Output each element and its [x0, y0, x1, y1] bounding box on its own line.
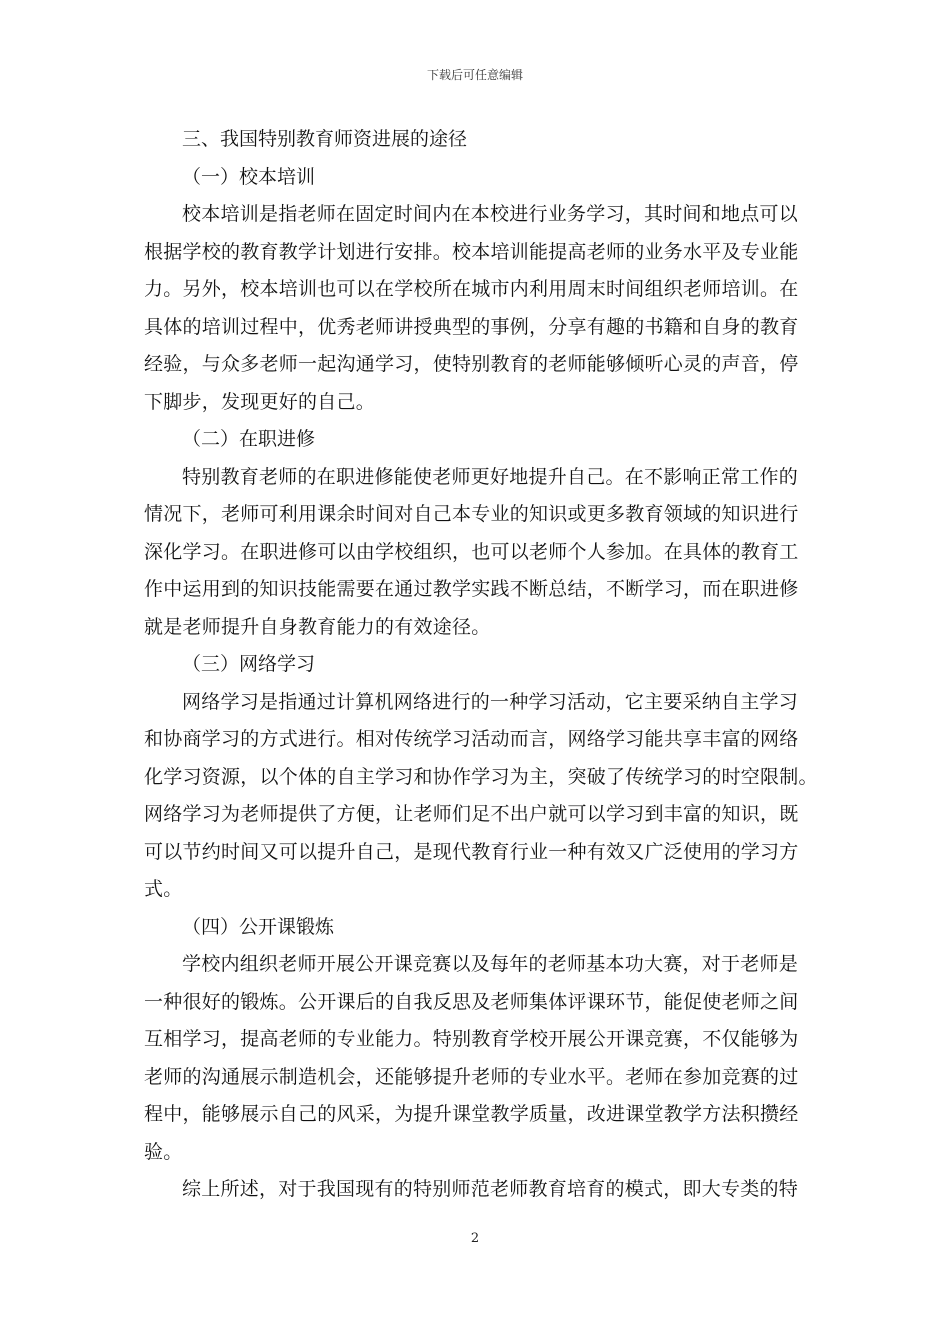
paragraph-line: 经验，与众多老师一起沟通学习，使特别教育的老师能够倾听心灵的声音，停 [144, 353, 799, 375]
section-heading: 三、我国特别教育师资进展的途径 [182, 128, 468, 150]
subsection-heading-1: （一）校本培训 [182, 165, 316, 188]
paragraph-line: 具体的培训过程中，优秀老师讲授典型的事例，分享有趣的书籍和自身的教育 [144, 315, 799, 338]
page-header: 下载后可任意编辑 [426, 68, 523, 82]
paragraph-line: 下脚步，发现更好的自己。 [144, 390, 376, 413]
paragraph-line: 深化学习。在职进修可以由学校组织，也可以老师个人参加。在具体的教育工 [144, 540, 799, 563]
page-number: 2 [470, 1231, 480, 1246]
paragraph-line: 老师的沟通展示制造机会，还能够提升老师的专业水平。老师在参加竞赛的过 [144, 1065, 799, 1088]
paragraph-line: 一种很好的锻炼。公开课后的自我反思及老师集体评课环节，能促使老师之间 [144, 990, 799, 1013]
paragraph-line: 校本培训是指老师在固定时间内在本校进行业务学习，其时间和地点可以 [182, 203, 799, 225]
subsection-heading-4: （四）公开课锻炼 [182, 915, 335, 938]
paragraph-line: 作中运用到的知识技能需要在通过教学实践不断总结，不断学习，而在职进修 [144, 578, 799, 600]
paragraph-line: 情况下，老师可利用课余时间对自己本专业的知识或更多教育领域的知识进行 [144, 503, 799, 525]
conclusion-paragraph [144, 1171, 808, 1209]
paragraph-line: 综上所述，对于我国现有的特别师范老师教育培育的模式，即大专类的特 [182, 1178, 799, 1200]
paragraph-line: 学校内组织老师开展公开课竞赛以及每年的老师基本功大赛，对于老师是 [182, 953, 799, 975]
paragraph-line: 互相学习，提高老师的专业能力。特别教育学校开展公开课竞赛，不仅能够为 [144, 1028, 799, 1050]
paragraph-line: 化学习资源，以个体的自主学习和协作学习为主，突破了传统学习的时空限制。 [144, 765, 818, 788]
paragraph-3 [144, 684, 818, 909]
paragraph-line: 力。另外，校本培训也可以在学校所在城市内利用周末时间组织老师培训。在 [144, 278, 799, 300]
paragraph-1 [144, 196, 808, 421]
paragraph-line: 和协商学习的方式进行。相对传统学习活动而言，网络学习能共享丰富的网络 [144, 728, 799, 750]
document-body [144, 121, 818, 1209]
paragraph-line: 式。 [144, 878, 183, 900]
paragraph-line: 就是老师提升自身教育能力的有效途径。 [144, 615, 491, 638]
paragraph-line: 网络学习为老师提供了方便，让老师们足不出户就可以学习到丰富的知识，既 [144, 803, 799, 825]
paragraph-line: 验。 [144, 1140, 183, 1163]
paragraph-4 [144, 946, 808, 1171]
paragraph-2 [144, 459, 808, 647]
paragraph-line: 特别教育老师的在职进修能使老师更好地提升自己。在不影响正常工作的 [182, 465, 799, 488]
subsection-heading-3: （三）网络学习 [182, 653, 316, 675]
paragraph-line: 程中，能够展示自己的风采，为提升课堂教学质量，改进课堂教学方法积攒经 [144, 1103, 799, 1125]
paragraph-line: 网络学习是指通过计算机网络进行的一种学习活动，它主要采纳自主学习 [182, 690, 799, 713]
subsection-heading-2: （二）在职进修 [182, 428, 316, 450]
paragraph-line: 根据学校的教育教学计划进行安排。校本培训能提高老师的业务水平及专业能 [144, 240, 799, 263]
paragraph-line: 可以节约时间又可以提升自己，是现代教育行业一种有效又广泛使用的学习方 [144, 840, 799, 863]
